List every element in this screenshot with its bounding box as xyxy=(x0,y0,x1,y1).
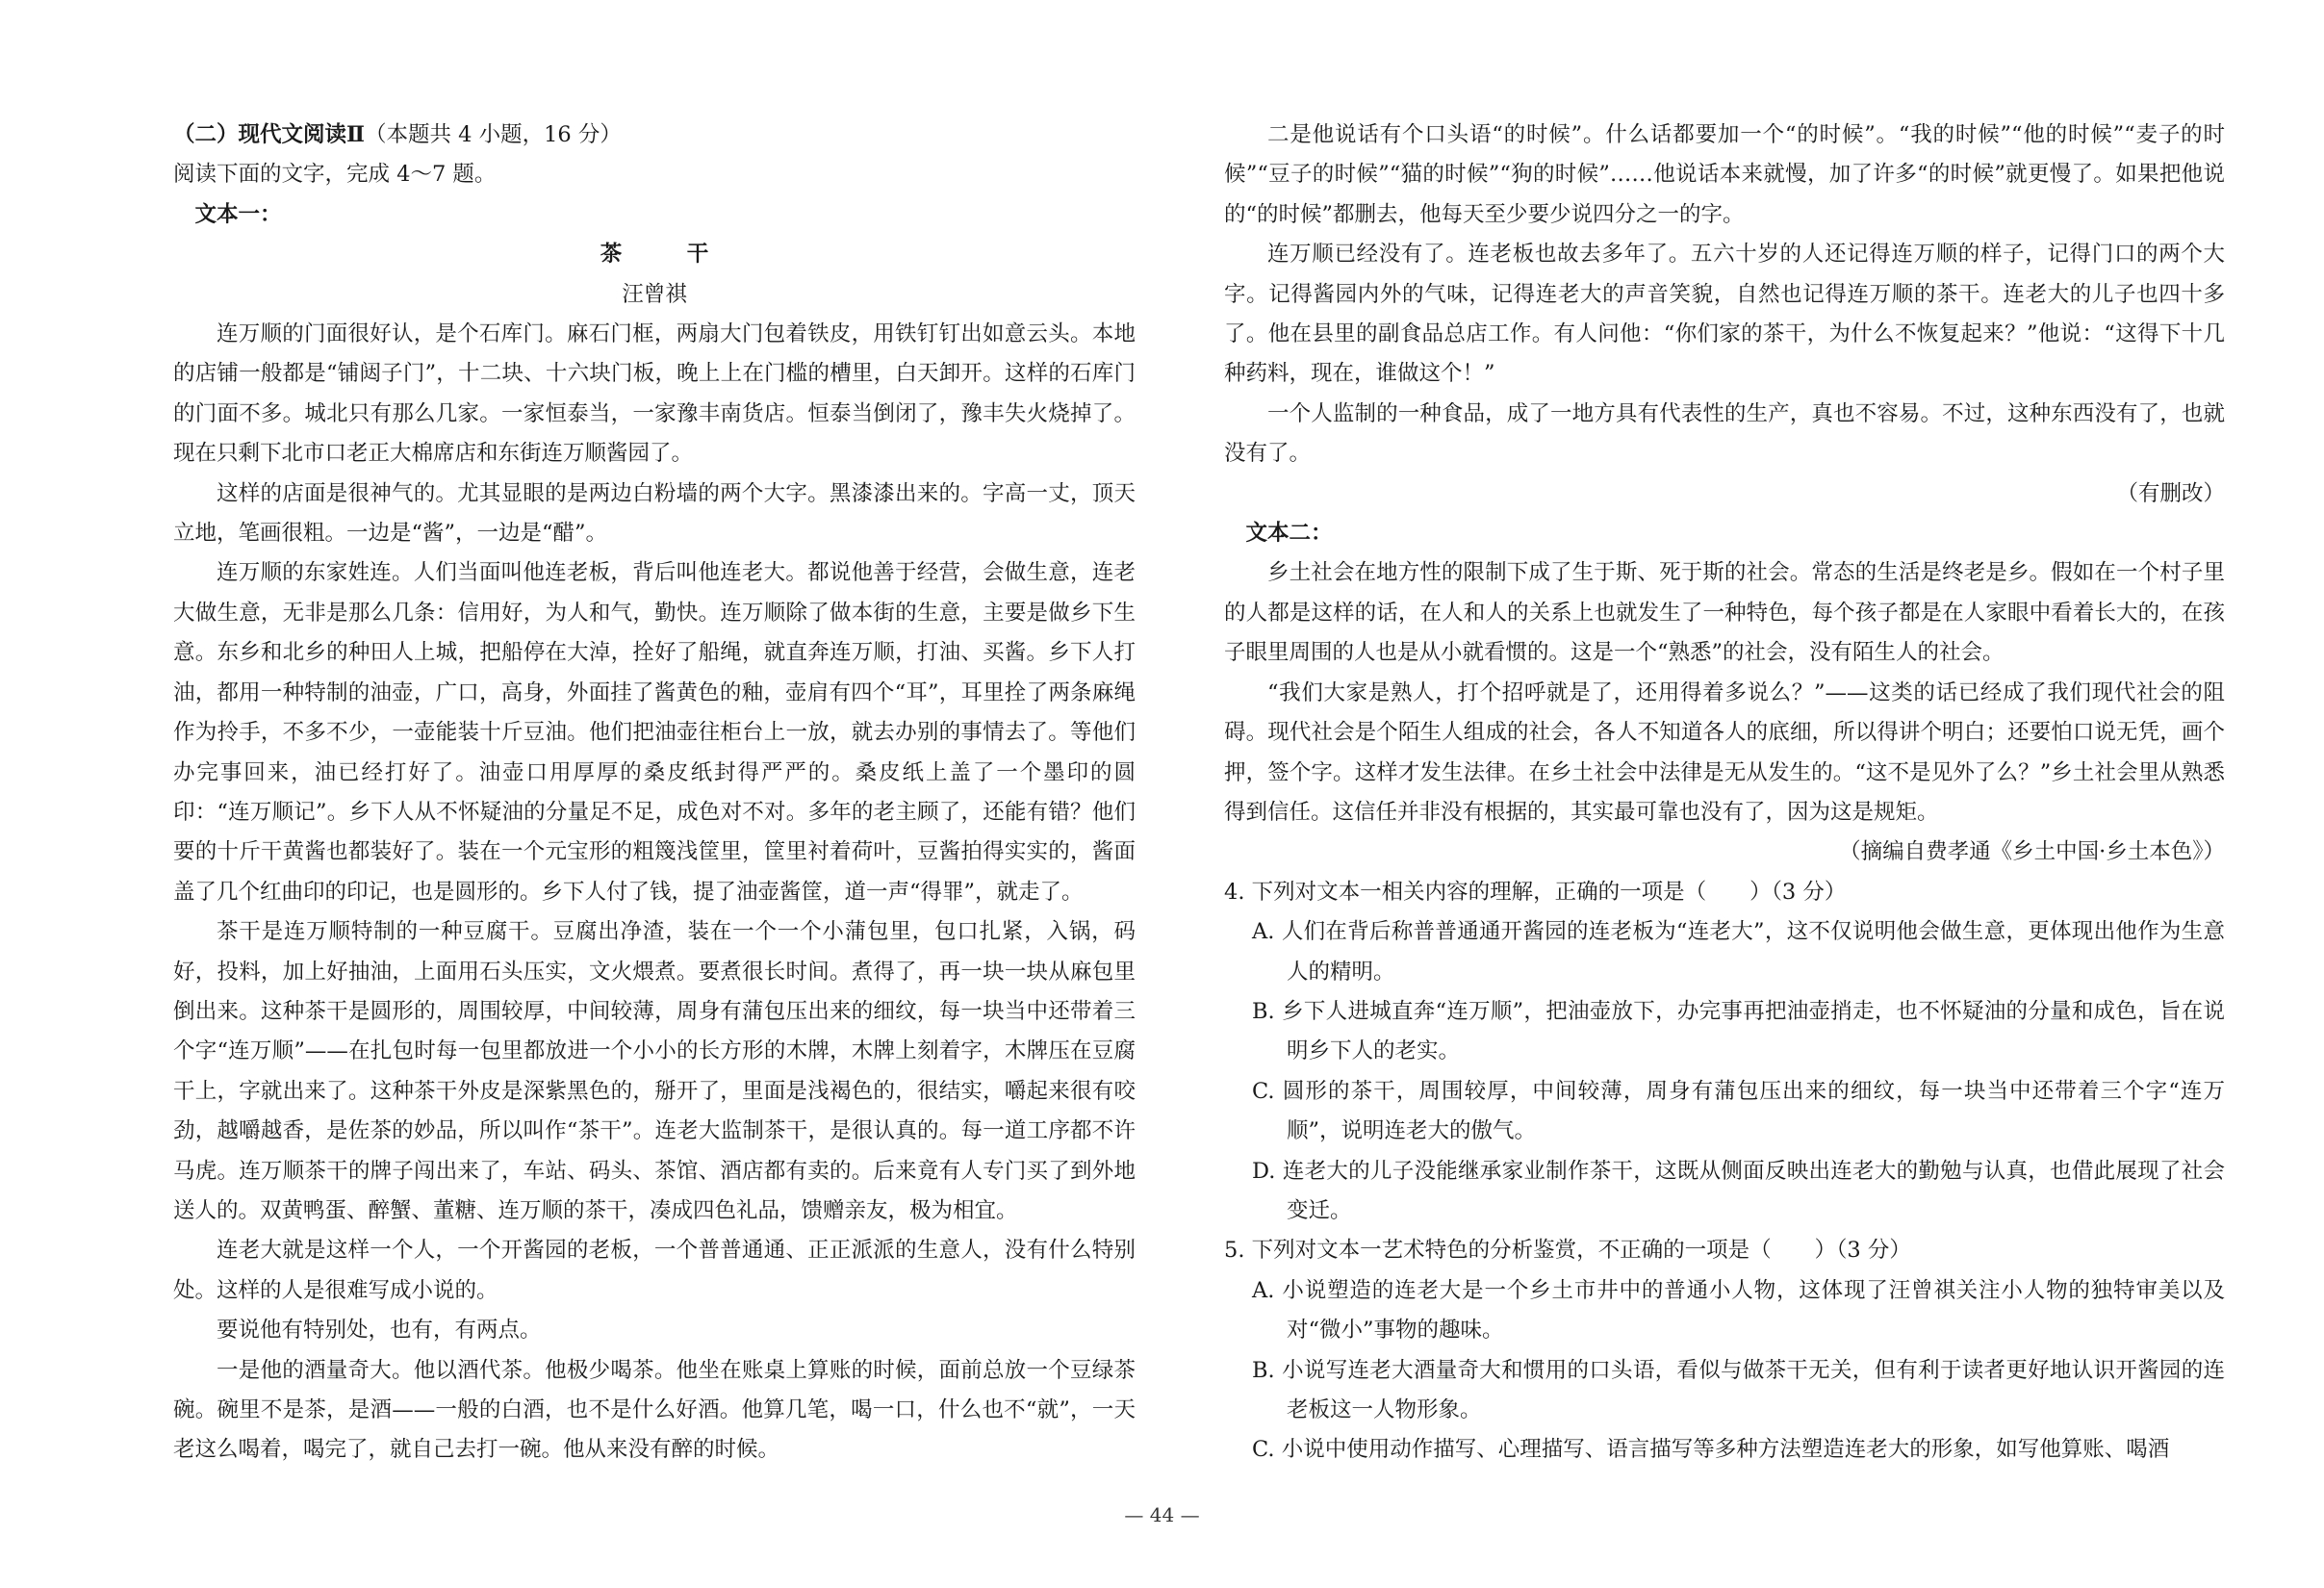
question-4-option-c: C. 圆形的茶干，周围较厚，中间较薄，周身有蒲包压出来的细纹，每一块当中还带着三个字“连万顺”，说明连老大的傲气。 xyxy=(1252,1078,2225,1144)
instruction: 阅读下面的文字，完成 4～7 题。 xyxy=(173,162,497,188)
paragraph: 连万顺已经没有了。连老板也故去多年了。五六十岁的人还记得连万顺的样子，记得门口的两个大字。记得酱园内外的气味，记得连老大的声音笑貌，自然也记得连万顺的茶干。连老大的儿子也四十多了。他在县里的副食品总店工作。有人问他：“你们家的茶干，为什么不恢复起来？”他说：“这得下十几种药料，现在，谁做这个！” xyxy=(1224,242,2225,387)
article-title: 茶干 xyxy=(600,242,774,268)
question-4-stem: 4. 下列对文本一相关内容的理解，正确的一项是（ ）（3 分） xyxy=(1224,879,1847,905)
left-column xyxy=(173,115,1136,1471)
question-5-option-a: A. 小说塑造的连老大是一个乡土市井中的普通小人物，这体现了汪曾祺关注小人物的独特审美以及对“微小”事物的趣味。 xyxy=(1252,1277,2225,1344)
question-5-option-b: B. 小说写连老大酒量奇大和惯用的口头语，看似与做茶干无关，但有利于读者更好地认识开酱园的连老板这一人物形象。 xyxy=(1252,1357,2225,1422)
source-citation: （摘编自费孝通《乡土中国·乡土本色》） xyxy=(1839,839,2225,865)
section-title: （二）现代文阅读Ⅱ xyxy=(173,122,365,147)
paragraph: 连万顺的东家姓连。人们当面叫他连老板，背后叫他连老大。都说他善于经营，会做生意，连老大做生意，无非是那么几条：信用好，为人和气，勤快。连万顺除了做本街的生意，主要是做乡下生意。东乡和北乡的种田人上城，把船停在大淖，拴好了船绳，就直奔连万顺，打油、买酱。乡下人打油，都用一种特制的油壶，广口，高身，外面挂了酱黄色的釉，壶肩有四个“耳”，耳里拴了两条麻绳作为拎手，不多不少，一壶能装十斤豆油。他们把油壶往柜台上一放，就去办别的事情去了。等他们办完事回来，油已经打好了。油壶口用厚厚的桑皮纸封得严严的。桑皮纸上盖了一个墨印的圆印：“连万顺记”。乡下人从不怀疑油的分量足不足，成色对不对。多年的老主顾了，还能有错？他们要的十斤干黄酱也都装好了。装在一个元宝形的粗篾浅筐里，筐里衬着荷叶，豆酱拍得实实的，酱面盖了几个红曲印的印记，也是圆形的。乡下人付了钱，提了油壶酱筐，道一声“得罪”，就走了。 xyxy=(173,560,1136,905)
text1-label: 文本一： xyxy=(194,201,282,227)
paragraph: 乡土社会在地方性的限制下成了生于斯、死于斯的社会。常态的生活是终老是乡。假如在一个村子里的人都是这样的话，在人和人的关系上也就发生了一种特色，每个孩子都是在人家眼中看着长大的，在孩子眼里周围的人也是从小就看惯的。这是一个“熟悉”的社会，没有陌生人的社会。 xyxy=(1224,560,2225,666)
paragraph: 连老大就是这样一个人，一个开酱园的老板，一个普普通通、正正派派的生意人，没有什么特别处。这样的人是很难写成小说的。 xyxy=(173,1238,1136,1303)
paragraph: 一个人监制的一种食品，成了一地方具有代表性的生产，真也不容易。不过，这种东西没有了，也就没有了。 xyxy=(1224,400,2225,467)
article-title-line xyxy=(173,235,1136,274)
paragraph: “我们大家是熟人，打个招呼就是了，还用得着多说么？”——这类的话已经成了我们现代社会的阻碍。现代社会是个陌生人组成的社会，各人不知道各人的底细，所以得讲个明白；还要怕口说无凭，画个押，签个字。这样才发生法律。在乡土社会中法律是无从发生的。“这不是见外了么？”乡土社会里从熟悉得到信任。这信任并非没有根据的，其实最可靠也没有了，因为这是规矩。 xyxy=(1224,679,2225,825)
paragraph: 二是他说话有个口头语“的时候”。什么话都要加一个“的时候”。“我的时候”“他的时候”“麦子的时候”“豆子的时候”“猫的时候”“狗的时候”……他说话本来就慢，加了许多“的时候”就更慢了。如果把他说的“的时候”都删去，他每天至少要少说四分之一的字。 xyxy=(1224,122,2225,227)
paragraph: 一是他的酒量奇大。他以酒代茶。他极少喝茶。他坐在账桌上算账的时候，面前总放一个豆绿茶碗。碗里不是茶，是酒——一般的白酒，也不是什么好酒。他算几笔，喝一口，什么也不“就”，一天老这么喝着，喝完了，就自己去打一碗。他从来没有醉的时候。 xyxy=(173,1357,1136,1463)
section-score: （本题共 4 小题，16 分） xyxy=(364,122,622,147)
edit-note: （有删改） xyxy=(2116,480,2225,506)
text2-label: 文本二： xyxy=(1245,521,1333,547)
question-5-stem: 5. 下列对文本一艺术特色的分析鉴赏，不正确的一项是（ ）（3 分） xyxy=(1224,1238,1911,1264)
question-4-option-b: B. 乡下人进城直奔“连万顺”，把油壶放下，办完事再把油壶捎走，也不怀疑油的分量和成色，旨在说明乡下人的老实。 xyxy=(1252,998,2225,1064)
paragraph: 连万顺的门面很好认，是个石库门。麻石门框，两扇大门包着铁皮，用铁钉钉出如意云头。本地的店铺一般都是“铺闼子门”，十二块、十六块门板，晚上上在门槛的槽里，白天卸开。这样的石库门的门面不多。城北只有那么几家。一家恒泰当，一家豫丰南货店。恒泰当倒闭了，豫丰失火烧掉了。现在只剩下北市口老正大棉席店和东街连万顺酱园了。 xyxy=(173,321,1136,467)
question-4-option-a: A. 人们在背后称普普通通开酱园的连老板为“连老大”，这不仅说明他会做生意，更体现出他作为生意人的精明。 xyxy=(1252,919,2225,985)
paragraph: 要说他有特别处，也有，有两点。 xyxy=(217,1318,542,1344)
right-column xyxy=(1224,115,2225,1471)
paragraph: 这样的店面是很神气的。尤其显眼的是两边白粉墙的两个大字。黑漆漆出来的。字高一丈，顶天立地，笔画很粗。一边是“酱”，一边是“醋”。 xyxy=(173,480,1136,547)
question-5-option-c: C. 小说中使用动作描写、心理描写、语言描写等多种方法塑造连老大的形象，如写他算账、喝酒 xyxy=(1252,1437,2170,1463)
question-4-option-d: D. 连老大的儿子没能继承家业制作茶干，这既从侧面反映出连老大的勤勉与认真，也借此展现了社会变迁。 xyxy=(1252,1158,2225,1223)
paragraph: 茶干是连万顺特制的一种豆腐干。豆腐出净渣，装在一个一个小蒲包里，包口扎紧，入锅，码好，投料，加上好抽油，上面用石头压实，文火煨煮。要煮很长时间。煮得了，再一块一块从麻包里倒出来。这种茶干是圆形的，周围较厚，中间较薄，周身有蒲包压出来的细纹，每一块当中还带着三个字“连万顺”——在扎包时每一包里都放进一个小小的长方形的木牌，木牌上刻着字，木牌压在豆腐干上，字就出来了。这种茶干外皮是深紫黑色的，掰开了，里面是浅褐色的，很结实，嚼起来很有咬劲，越嚼越香，是佐茶的妙品，所以叫作“茶干”。连老大监制茶干，是很认真的。每一道工序都不许马虎。连万顺茶干的牌子闯出来了，车站、码头、茶馆、酒店都有卖的。后来竟有人专门买了到外地送人的。双黄鸭蛋、醉蟹、董糖、连万顺的茶干，凑成四色礼品，馈赠亲友，极为相宜。 xyxy=(173,919,1136,1223)
section-heading xyxy=(173,115,1136,155)
article-author: 汪曾祺 xyxy=(622,281,687,307)
page-number: — 44 — xyxy=(1124,1503,1200,1526)
